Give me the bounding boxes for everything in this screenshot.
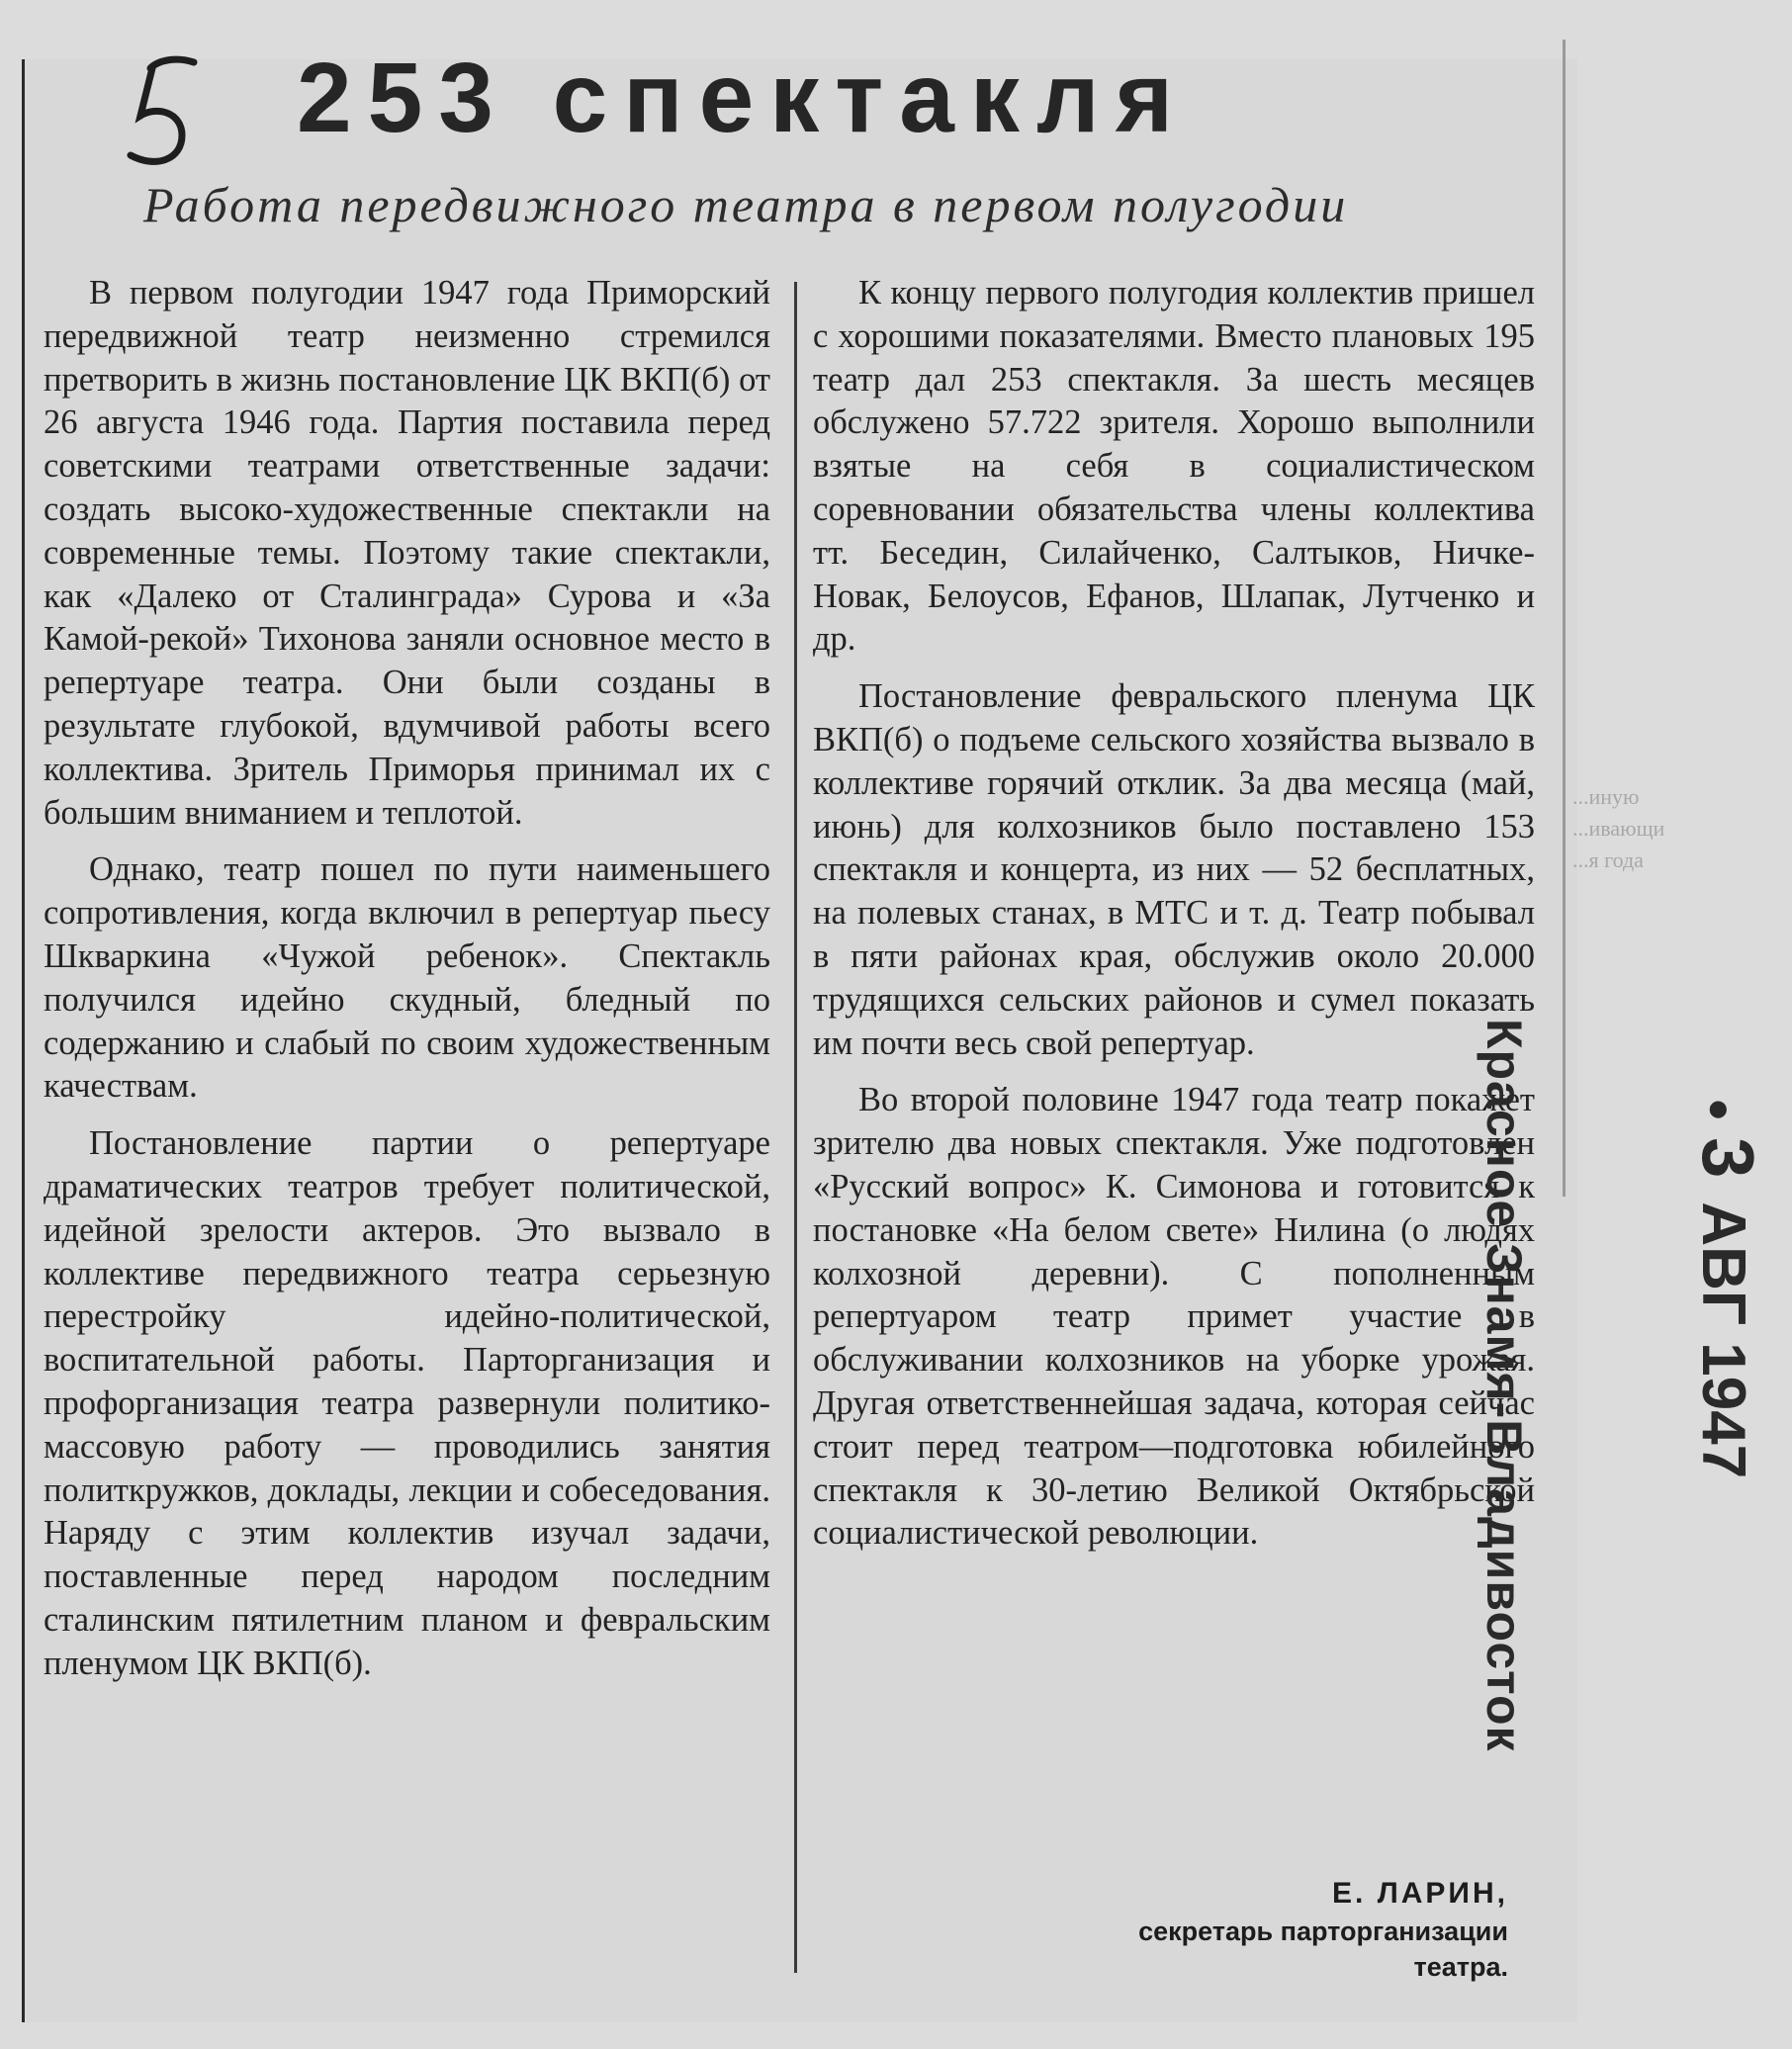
stamp-dot-icon: ●: [1697, 1098, 1742, 1122]
newspaper-source-stamp: Красное Знамя-Владивосток: [1477, 1019, 1532, 1752]
paragraph: Постановление партии о репертуаре драматических театров требует политической, идейной зрелости актеров. Это вызвало в коллективе передвижного театра серьезную перестройку идейно-политической, воспитательной работы. Парторганизация и профорганизация театра развернули политико-массовую работу — проводились занятия политкружков, доклады, лекции и собеседования. Наряду с этим коллектив изучал задачи, поставленные перед народом последним сталинским пятилетним планом и февральским пленумом ЦК ВКП(б).: [44, 1124, 770, 1682]
stamp-month-year: АВГ 1947: [1689, 1202, 1757, 1479]
date-stamp: [1681, 1098, 1770, 1562]
article-right-column: [813, 272, 1535, 1569]
adjacent-clipping-fragment: ...иную ...ивающи ...я года: [1572, 784, 1665, 872]
paragraph: Однако, театр пошел по пути наименьшего сопротивления, когда включил в репертуар пьесу Шкваркина «Чужой ребенок». Спектакль получился идейно скудный, бледный по содержанию и слабый по своим художественным качествам.: [44, 850, 770, 1106]
handwritten-archive-mark: [117, 54, 206, 173]
article-subheadline: Работа передвижного театра в первом полугодии: [143, 177, 1349, 232]
author-role-continued: театра.: [1413, 1952, 1508, 1982]
clipping-edge: [1563, 40, 1566, 1197]
paragraph: Во второй половине 1947 года театр покажет зрителю два новых спектакля. Уже подготовлен «Русский вопрос» К. Симонова и готовится к постановке «На белом свете» Нилина (о людях колхозной деревни). С пополненным репертуаром театр примет участие в обслуживании колхозников на уборке урожая. Другая ответственнейшая задача, которая сейчас стоит перед театром—подготовка юбилейного спектакля к 30-летию Великой Октябрьской социалистической революции.: [813, 1081, 1535, 1553]
paragraph: В первом полугодии 1947 года Приморский передвижной театр неизменно стремился претворить в жизнь постановление ЦК ВКП(б) от 26 августа 1946 года. Партия поставила перед советскими театрами ответственные задачи: создать высоко-художественные спектакли на современные темы. Поэтому такие спектакли, как «Далеко от Сталинграда» Сурова и «За Камой-рекой» Тихонова заняли основное место в репертуаре театра. Они были созданы в результате глубокой, вдумчивой работы всего коллектива. Зритель Приморья принимал их с большим вниманием и теплотой.: [44, 274, 770, 832]
article-left-column: [44, 272, 770, 1700]
author-name: Е. ЛАРИН,: [1332, 1877, 1508, 1910]
paragraph: К концу первого полугодия коллектив пришел с хорошими показателями. Вместо плановых 195 театр дал 253 спектакля. За шесть месяцев обслужено 57.722 зрителя. Хорошо выполнили взятые на себя в социалистическом соревновании обязательства члены коллектива тт. Беседин, Силайченко, Салтыков, Ничке-Новак, Белоусов, Ефанов, Шлапак, Лутченко и др.: [813, 274, 1535, 659]
column-divider: [794, 282, 797, 1973]
author-signature: [989, 1874, 1508, 1985]
stamp-day: 3: [1687, 1137, 1769, 1179]
paragraph: Постановление февральского пленума ЦК ВКП(б) о подъеме сельского хозяйства вызвало в коллективе горячий отклик. За два месяца (май, июнь) для колхозников было поставлено 153 спектакля и концерта, из них — 52 бесплатных, на полевых станах, в МТС и т. д. Театр побывал в пяти районах края, обслужив около 20.000 трудящихся сельских районов и сумел показать им почти весь свой репертуар.: [813, 677, 1535, 1062]
article-headline: 253 спектакля: [297, 43, 1190, 153]
author-role: секретарь парторганизации: [1138, 1916, 1508, 1946]
